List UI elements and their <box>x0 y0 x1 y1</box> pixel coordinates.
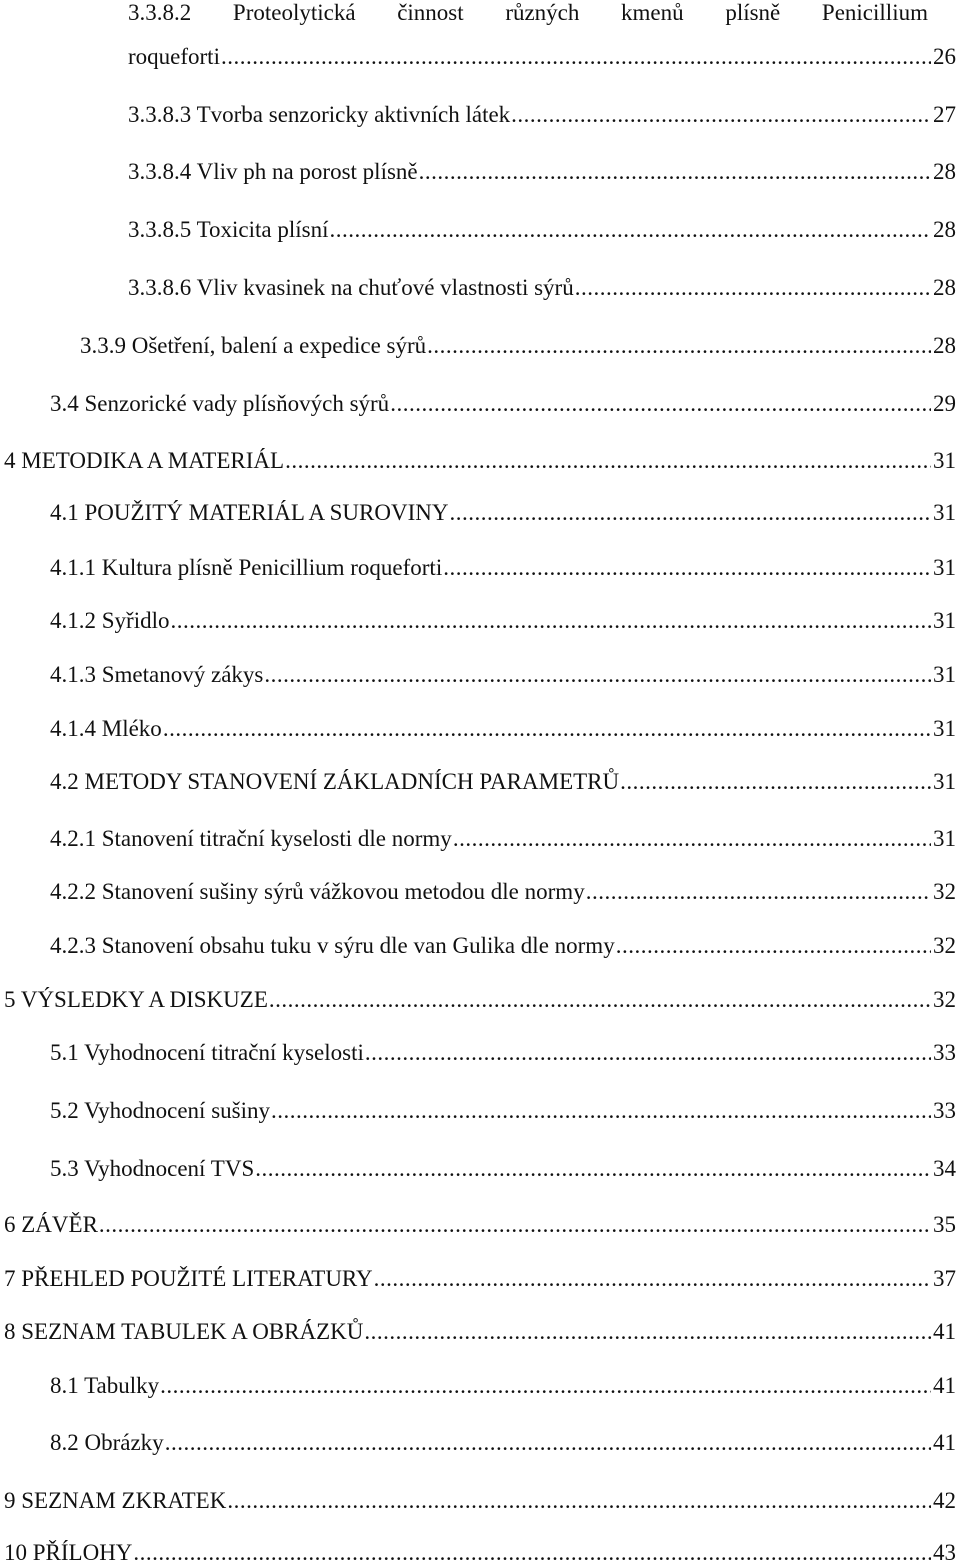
dot-leader <box>586 877 931 907</box>
toc-entry-page: 31 <box>933 448 956 473</box>
toc-entry-page: 26 <box>933 44 956 69</box>
toc-entry-title: 4.2.2 Stanovení sušiny sýrů vážkovou metodou dle normy <box>50 879 585 904</box>
toc-entry-title: 4.2.3 Stanovení obsahu tuku v sýru dle van Gulika dle normy <box>50 933 615 958</box>
toc-entry-page: 31 <box>933 826 956 851</box>
toc-entry[interactable] <box>4 1538 956 1568</box>
toc-entry-page: 31 <box>933 716 956 741</box>
toc-entry[interactable] <box>50 606 956 636</box>
toc-entry-title: 4.1 POUŽITÝ MATERIÁL A SUROVINY <box>50 500 449 525</box>
toc-entry[interactable] <box>50 660 956 690</box>
dot-leader <box>264 660 931 690</box>
dot-leader <box>419 157 931 187</box>
toc-entry-page: 33 <box>933 1098 956 1123</box>
toc-entry-title: 4 METODIKA A MATERIÁL <box>4 448 285 473</box>
toc-entry-page: 27 <box>933 102 956 127</box>
toc-entry[interactable] <box>50 877 956 907</box>
toc-entry-page: 31 <box>933 769 956 794</box>
dot-leader <box>99 1210 931 1240</box>
toc-entry-3-3-8-2-line1 <box>128 0 928 28</box>
dot-leader <box>133 1538 931 1568</box>
toc-entry-3-3-8-2-line2[interactable] <box>128 42 956 72</box>
toc-entry[interactable] <box>128 100 956 130</box>
dot-leader <box>330 215 932 245</box>
toc-entry[interactable] <box>50 1038 956 1068</box>
toc-entry[interactable] <box>4 446 956 476</box>
toc-entry-page: 41 <box>933 1319 956 1344</box>
dot-leader <box>364 1317 931 1347</box>
toc-entry[interactable] <box>50 553 956 583</box>
toc-entry[interactable] <box>128 215 956 245</box>
toc-entry[interactable] <box>128 157 956 187</box>
toc-entry-page: 32 <box>933 933 956 958</box>
dot-leader <box>620 767 931 797</box>
toc-entry-page: 34 <box>933 1156 956 1181</box>
toc-entry-title: 4.1.2 Syřidlo <box>50 608 170 633</box>
toc-entry-page: 32 <box>933 879 956 904</box>
toc-entry-page: 28 <box>933 333 956 358</box>
toc-entry-title: 8.2 Obrázky <box>50 1430 164 1455</box>
toc-entry[interactable] <box>50 498 956 528</box>
toc-entry-title: 4.2 METODY STANOVENÍ ZÁKLADNÍCH PARAMETRŮ <box>50 769 620 794</box>
dot-leader <box>255 1154 931 1184</box>
toc-word: plísně <box>725 0 781 25</box>
toc-entry-page: 35 <box>933 1212 956 1237</box>
toc-entry-title: 3.3.8.4 Vliv ph na porost plísně <box>128 159 418 184</box>
dot-leader <box>221 42 931 72</box>
toc-entry[interactable] <box>4 1210 956 1240</box>
dot-leader <box>374 1264 931 1294</box>
toc-entry-page: 41 <box>933 1430 956 1455</box>
toc-entry-page: 28 <box>933 159 956 184</box>
dot-leader <box>271 1096 931 1126</box>
toc-entry-title: 3.3.8.6 Vliv kvasinek na chuťové vlastnosti sýrů <box>128 275 574 300</box>
dot-leader <box>449 498 931 528</box>
toc-entry-page: 28 <box>933 275 956 300</box>
toc-word: Proteolytická <box>232 0 356 25</box>
toc-entry-page: 42 <box>933 1488 956 1513</box>
dot-leader <box>160 1371 931 1401</box>
toc-entry[interactable] <box>128 273 956 303</box>
toc-word: činnost <box>397 0 464 25</box>
toc-entry-title: 4.2.1 Stanovení titrační kyselosti dle normy <box>50 826 452 851</box>
toc-word: kmenů <box>621 0 684 25</box>
toc-entry-page: 41 <box>933 1373 956 1398</box>
toc-entry-title: roqueforti <box>128 44 220 69</box>
toc-entry-page: 37 <box>933 1266 956 1291</box>
toc-entry-page: 31 <box>933 608 956 633</box>
toc-entry-page: 29 <box>933 391 956 416</box>
toc-entry[interactable] <box>4 1264 956 1294</box>
toc-entry[interactable] <box>50 714 956 744</box>
toc-entry-page: 33 <box>933 1040 956 1065</box>
toc-entry-title: 4.1.3 Smetanový zákys <box>50 662 264 687</box>
toc-word: Penicillium <box>821 0 928 25</box>
toc-entry-title: 9 SEZNAM ZKRATEK <box>4 1488 227 1513</box>
dot-leader <box>427 331 931 361</box>
dot-leader <box>170 606 931 636</box>
toc-entry[interactable] <box>4 1317 956 1347</box>
toc-entry-page: 31 <box>933 555 956 580</box>
toc-entry-title: 5 VÝSLEDKY A DISKUZE <box>4 987 268 1012</box>
toc-entry-title: 8.1 Tabulky <box>50 1373 160 1398</box>
dot-leader <box>365 1038 931 1068</box>
toc-entry-title: 5.1 Vyhodnocení titrační kyselosti <box>50 1040 364 1065</box>
toc-entry-title: 5.3 Vyhodnocení TVS <box>50 1156 255 1181</box>
dot-leader <box>269 985 931 1015</box>
dot-leader <box>453 824 931 854</box>
dot-leader <box>390 389 931 419</box>
toc-entry-title: 3.3.9 Ošetření, balení a expedice sýrů <box>80 333 427 358</box>
toc-word: různých <box>505 0 580 25</box>
toc-word: 3.3.8.2 <box>128 0 192 25</box>
toc-entry[interactable] <box>50 1096 956 1126</box>
toc-entry[interactable] <box>50 824 956 854</box>
toc-entry[interactable] <box>80 331 956 361</box>
toc-entry[interactable] <box>4 985 956 1015</box>
dot-leader <box>511 100 931 130</box>
toc-entry-title: 10 PŘÍLOHY <box>4 1540 133 1565</box>
toc-entry-page: 31 <box>933 500 956 525</box>
toc-entry-title: 5.2 Vyhodnocení sušiny <box>50 1098 270 1123</box>
dot-leader <box>443 553 931 583</box>
toc-entry[interactable] <box>50 389 956 419</box>
dot-leader <box>163 714 931 744</box>
dot-leader <box>575 273 931 303</box>
toc-entry[interactable] <box>50 931 956 961</box>
toc-entry-page: 28 <box>933 217 956 242</box>
toc-entry[interactable] <box>50 1428 956 1458</box>
toc-entry-title: 3.3.8.5 Toxicita plísní <box>128 217 329 242</box>
toc-entry-title: 6 ZÁVĚR <box>4 1212 98 1237</box>
toc-entry[interactable] <box>50 767 956 797</box>
toc-entry-page: 43 <box>933 1540 956 1565</box>
toc-entry[interactable] <box>4 1486 956 1516</box>
toc-entry-page: 31 <box>933 662 956 687</box>
toc-entry-title: 4.1.4 Mléko <box>50 716 162 741</box>
dot-leader <box>227 1486 931 1516</box>
toc-entry-title: 4.1.1 Kultura plísně Penicillium roqueforti <box>50 555 443 580</box>
dot-leader <box>285 446 931 476</box>
toc-entry-page: 32 <box>933 987 956 1012</box>
toc-entry-title: 3.4 Senzorické vady plísňových sýrů <box>50 391 390 416</box>
toc-entry[interactable] <box>50 1154 956 1184</box>
toc-entry-title: 8 SEZNAM TABULEK A OBRÁZKŮ <box>4 1319 364 1344</box>
toc-entry-title: 7 PŘEHLED POUŽITÉ LITERATURY <box>4 1266 373 1291</box>
dot-leader <box>165 1428 931 1458</box>
dot-leader <box>616 931 931 961</box>
toc-entry-title: 3.3.8.3 Tvorba senzoricky aktivních látek <box>128 102 511 127</box>
toc-entry[interactable] <box>50 1371 956 1401</box>
